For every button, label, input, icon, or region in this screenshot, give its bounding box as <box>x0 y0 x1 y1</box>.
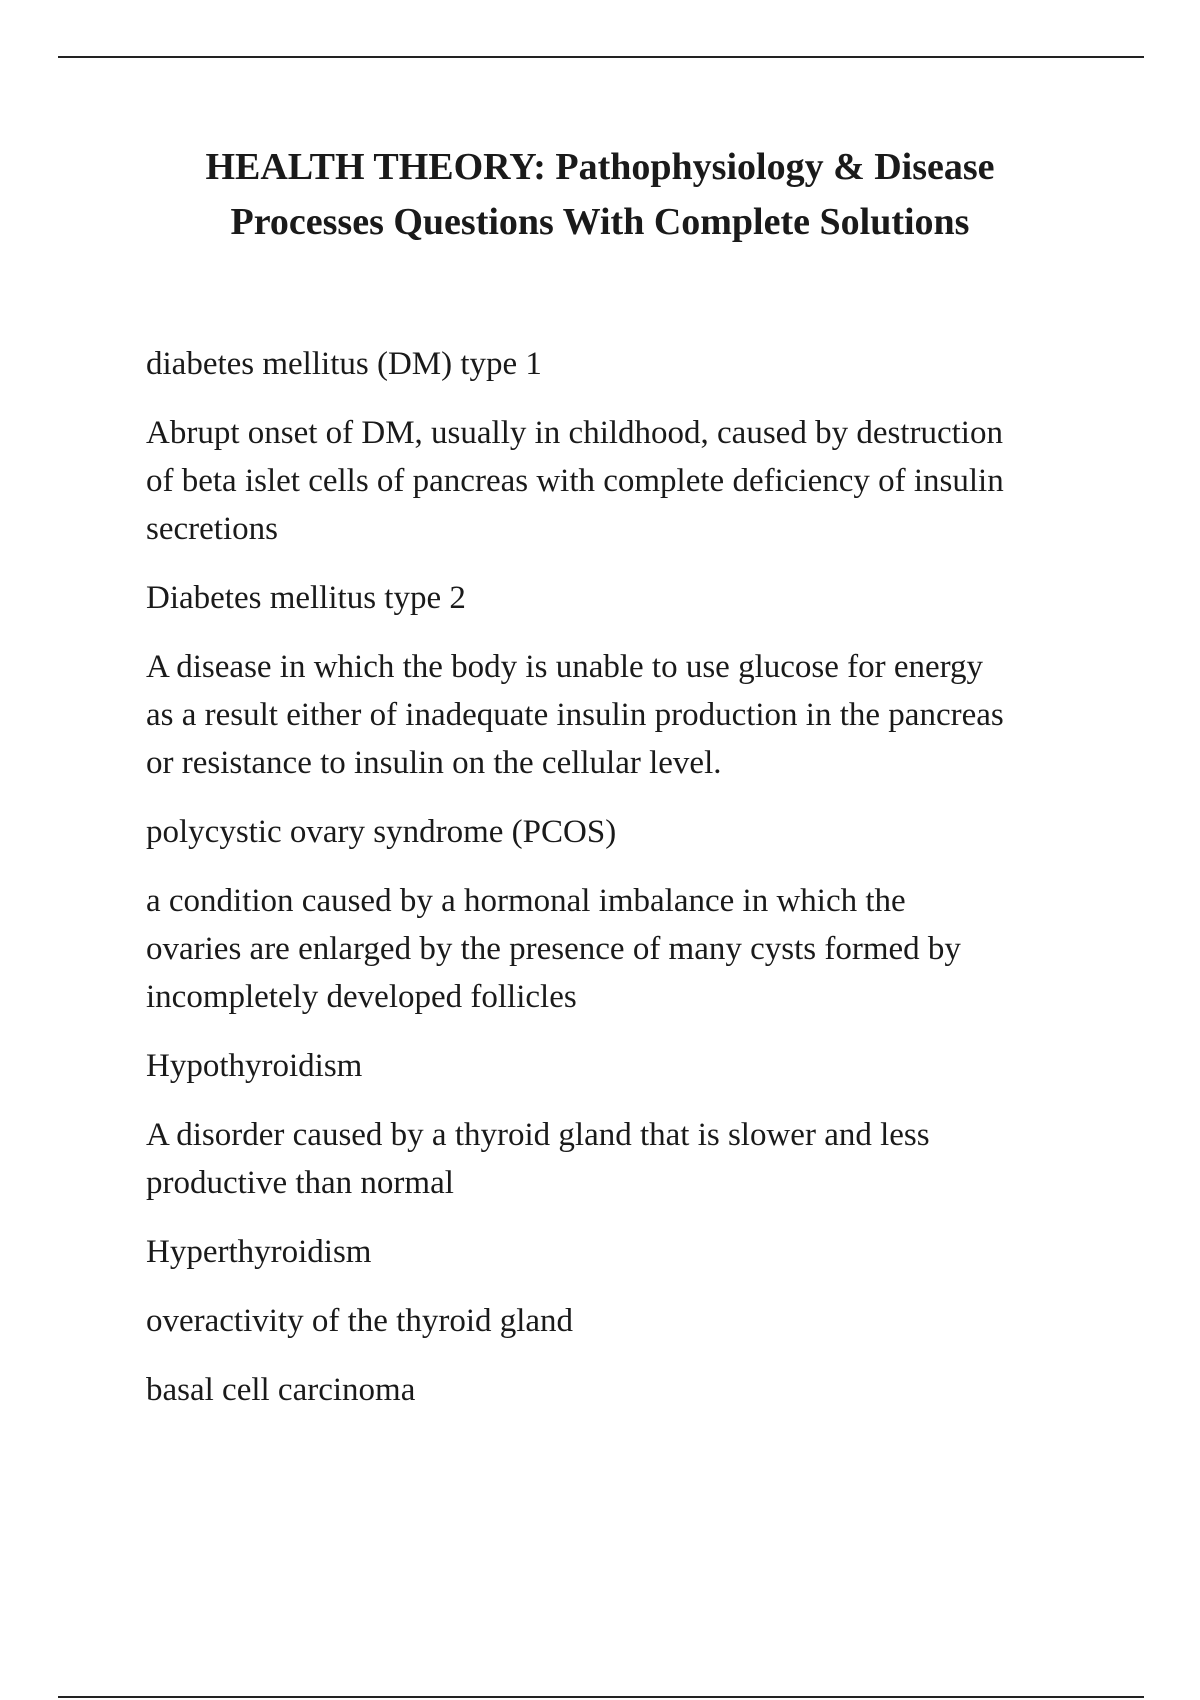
term-pcos: polycystic ovary syndrome (PCOS) <box>146 814 617 850</box>
definition-dm-type-1: Abrupt onset of DM, usually in childhood, caused by destruction of beta islet cells of pancreas with complete deficiency of insulin secretions <box>146 415 1004 547</box>
document-title: HEALTH THEORY: Pathophysiology & Disease Processes Questions With Complete Solutions <box>205 146 995 243</box>
definition-hyperthyroidism: overactivity of the thyroid gland <box>146 1303 574 1339</box>
term-hyperthyroidism: Hyperthyroidism <box>146 1234 372 1270</box>
term-dm-type-2: Diabetes mellitus type 2 <box>146 580 466 616</box>
term-hypothyroidism: Hypothyroidism <box>146 1048 363 1084</box>
term-dm-type-1: diabetes mellitus (DM) type 1 <box>146 346 542 382</box>
definition-pcos: a condition caused by a hormonal imbalance in which the ovaries are enlarged by the presence of many cysts formed by incompletely developed follicles <box>146 883 961 1015</box>
qa-list <box>146 340 1096 1435</box>
term-basal-cell-carcinoma: basal cell carcinoma <box>146 1372 416 1408</box>
definition-hypothyroidism: A disorder caused by a thyroid gland that is slower and less productive than normal <box>146 1117 930 1201</box>
definition-dm-type-2: A disease in which the body is unable to use glucose for energy as a result either of inadequate insulin production in the pancreas or resistance to insulin on the cellular level. <box>146 649 1004 781</box>
bottom-divider <box>58 1696 1144 1698</box>
top-divider <box>58 56 1144 58</box>
